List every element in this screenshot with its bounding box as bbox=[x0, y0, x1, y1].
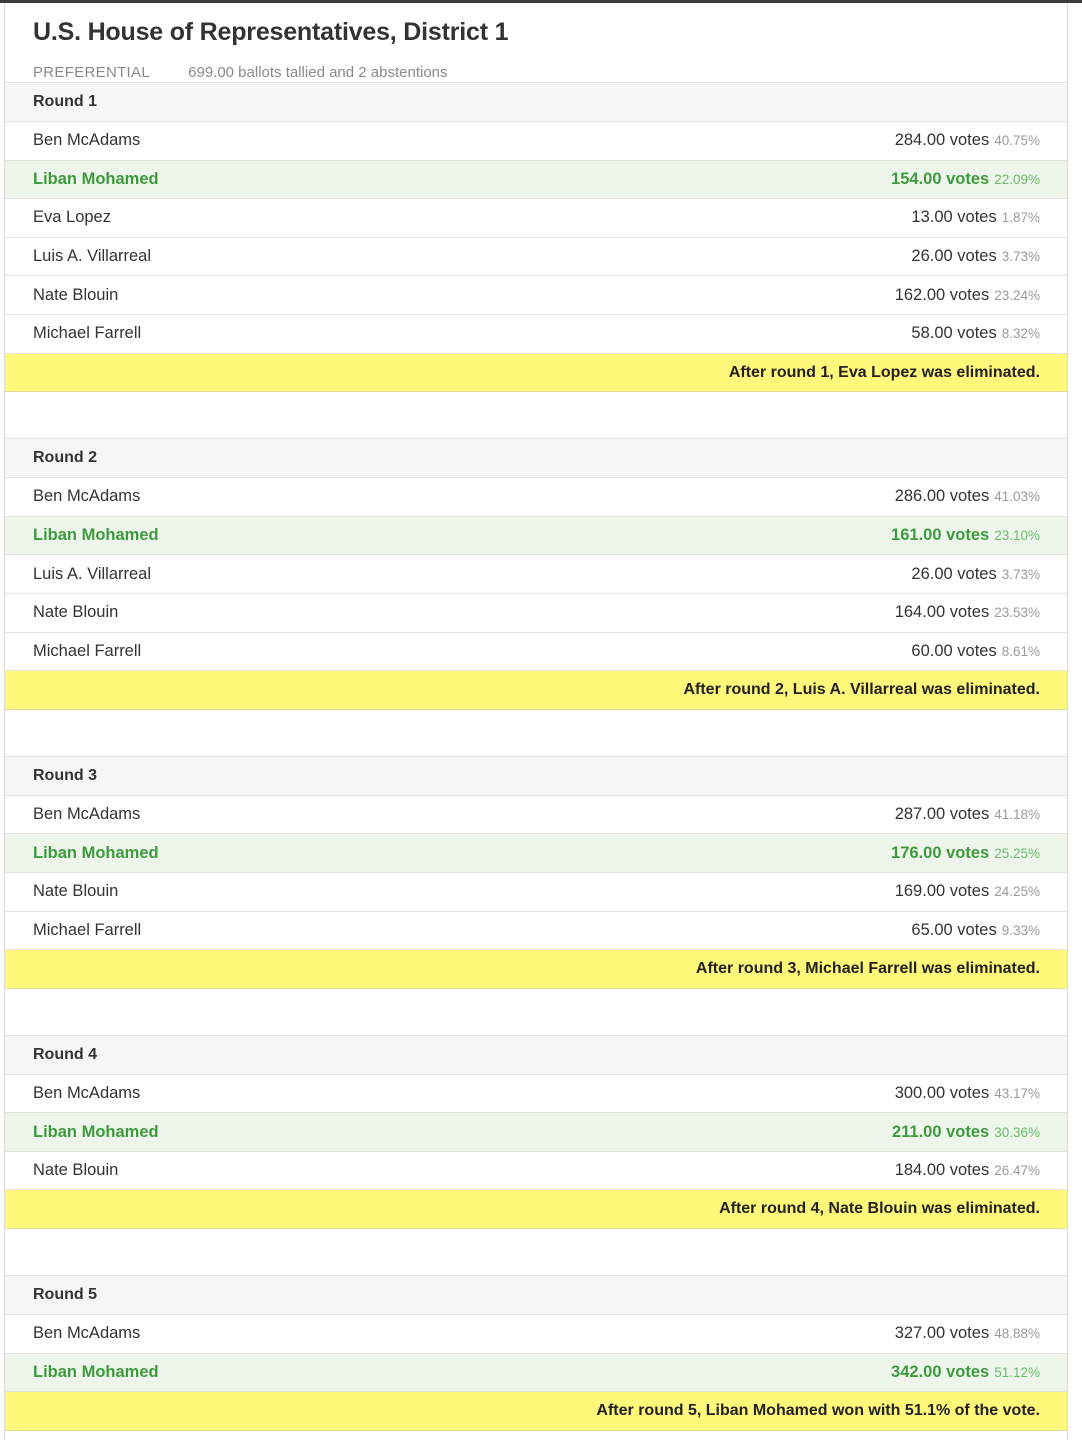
round-divider bbox=[5, 989, 1067, 1036]
vote-count: 300.00 votes bbox=[894, 1083, 990, 1102]
candidate-row bbox=[5, 1152, 1067, 1191]
vote-result bbox=[911, 921, 1040, 940]
vote-percentage: 3.73% bbox=[1001, 566, 1040, 582]
candidate-row-highlighted bbox=[5, 161, 1067, 200]
candidate-name: Ben McAdams bbox=[33, 805, 141, 824]
round-outcome-note: After round 4, Nate Blouin was eliminated. bbox=[5, 1190, 1067, 1229]
round-outcome-note: After round 5, Liban Mohamed won with 51.1% of the vote. bbox=[5, 1392, 1067, 1431]
vote-result bbox=[895, 1161, 1040, 1180]
round-header: Round 4 bbox=[5, 1036, 1067, 1075]
candidate-name: Nate Blouin bbox=[33, 1161, 119, 1180]
candidate-row bbox=[5, 1075, 1067, 1114]
vote-percentage: 24.25% bbox=[994, 884, 1040, 900]
vote-count: 154.00 votes bbox=[891, 169, 990, 188]
candidate-row bbox=[5, 478, 1067, 517]
round-section bbox=[5, 757, 1067, 1036]
vote-count: 26.00 votes bbox=[911, 247, 997, 266]
vote-result bbox=[895, 603, 1040, 622]
candidate-row bbox=[5, 873, 1067, 912]
vote-percentage: 1.87% bbox=[1001, 210, 1040, 226]
vote-count: 211.00 votes bbox=[891, 1122, 990, 1141]
candidate-row bbox=[5, 594, 1067, 633]
vote-percentage: 41.18% bbox=[994, 807, 1040, 823]
candidate-name: Liban Mohamed bbox=[33, 526, 159, 545]
candidate-row bbox=[5, 199, 1067, 238]
candidate-name: Ben McAdams bbox=[33, 1083, 141, 1102]
candidate-name: Nate Blouin bbox=[33, 882, 119, 901]
vote-result bbox=[895, 805, 1040, 824]
candidate-name: Nate Blouin bbox=[33, 603, 119, 622]
round-section bbox=[5, 1036, 1067, 1276]
vote-result bbox=[895, 1084, 1040, 1103]
candidate-row bbox=[5, 315, 1067, 354]
vote-result bbox=[892, 1123, 1040, 1142]
ballot-tally: 699.00 ballots tallied and 2 abstentions bbox=[188, 64, 448, 81]
vote-percentage: 3.73% bbox=[1001, 249, 1040, 265]
rounds-container bbox=[5, 83, 1067, 1431]
candidate-row-highlighted bbox=[5, 1113, 1067, 1152]
vote-percentage: 48.88% bbox=[994, 1326, 1040, 1342]
vote-result bbox=[891, 170, 1040, 189]
vote-result bbox=[891, 844, 1040, 863]
vote-result bbox=[911, 565, 1040, 584]
vote-count: 161.00 votes bbox=[891, 526, 990, 545]
vote-result bbox=[891, 1363, 1040, 1382]
vote-count: 65.00 votes bbox=[911, 920, 997, 939]
vote-count: 287.00 votes bbox=[894, 805, 990, 824]
vote-percentage: 40.75% bbox=[994, 133, 1040, 149]
vote-result bbox=[891, 526, 1040, 545]
vote-percentage: 23.24% bbox=[994, 287, 1040, 303]
candidate-name: Liban Mohamed bbox=[33, 1122, 159, 1141]
candidate-row bbox=[5, 276, 1067, 315]
vote-percentage: 26.47% bbox=[994, 1163, 1040, 1179]
vote-count: 286.00 votes bbox=[894, 487, 990, 506]
vote-result bbox=[895, 882, 1040, 901]
vote-result bbox=[911, 642, 1040, 661]
round-section bbox=[5, 83, 1067, 439]
candidate-name: Ben McAdams bbox=[33, 1324, 141, 1343]
vote-count: 60.00 votes bbox=[911, 641, 997, 660]
candidate-name: Liban Mohamed bbox=[33, 169, 159, 188]
candidate-name: Michael Farrell bbox=[33, 920, 142, 939]
vote-count: 26.00 votes bbox=[911, 564, 997, 583]
candidate-name: Michael Farrell bbox=[33, 324, 142, 343]
vote-count: 327.00 votes bbox=[894, 1324, 990, 1343]
candidate-row bbox=[5, 555, 1067, 594]
race-title: U.S. House of Representatives, District 1 bbox=[33, 18, 509, 46]
candidate-row bbox=[5, 238, 1067, 277]
vote-result bbox=[895, 286, 1040, 305]
vote-result bbox=[895, 1324, 1040, 1343]
round-divider bbox=[5, 392, 1067, 439]
vote-result bbox=[911, 324, 1040, 343]
vote-percentage: 25.25% bbox=[994, 845, 1040, 861]
vote-result bbox=[895, 131, 1040, 150]
candidate-name: Ben McAdams bbox=[33, 487, 141, 506]
voting-method-label: PREFERENTIAL bbox=[33, 64, 150, 81]
vote-percentage: 51.12% bbox=[994, 1364, 1040, 1380]
round-section bbox=[5, 439, 1067, 757]
candidate-name: Ben McAdams bbox=[33, 131, 141, 150]
vote-percentage: 43.17% bbox=[994, 1085, 1040, 1101]
candidate-row bbox=[5, 796, 1067, 835]
round-outcome-note: After round 2, Luis A. Villarreal was eliminated. bbox=[5, 671, 1067, 710]
vote-result bbox=[911, 247, 1040, 266]
round-header: Round 1 bbox=[5, 83, 1067, 122]
vote-percentage: 23.53% bbox=[994, 605, 1040, 621]
vote-percentage: 22.09% bbox=[994, 171, 1040, 187]
round-section bbox=[5, 1276, 1067, 1431]
candidate-row-highlighted bbox=[5, 517, 1067, 556]
vote-count: 162.00 votes bbox=[894, 285, 990, 304]
vote-count: 169.00 votes bbox=[894, 882, 990, 901]
candidate-name: Luis A. Villarreal bbox=[33, 564, 152, 583]
candidate-name: Michael Farrell bbox=[33, 641, 142, 660]
race-header bbox=[5, 3, 1067, 83]
candidate-row bbox=[5, 912, 1067, 951]
round-divider bbox=[5, 710, 1067, 757]
candidate-name: Eva Lopez bbox=[33, 208, 111, 227]
round-header: Round 2 bbox=[5, 439, 1067, 478]
vote-result bbox=[895, 487, 1040, 506]
vote-percentage: 8.32% bbox=[1001, 326, 1040, 342]
round-header: Round 5 bbox=[5, 1276, 1067, 1315]
vote-count: 342.00 votes bbox=[891, 1362, 990, 1381]
vote-count: 184.00 votes bbox=[894, 1161, 990, 1180]
candidate-row bbox=[5, 633, 1067, 672]
vote-percentage: 41.03% bbox=[994, 489, 1040, 505]
results-panel bbox=[4, 3, 1068, 1440]
vote-percentage: 23.10% bbox=[994, 528, 1040, 544]
candidate-row-highlighted bbox=[5, 1354, 1067, 1393]
candidate-name: Liban Mohamed bbox=[33, 1362, 159, 1381]
round-divider bbox=[5, 1229, 1067, 1276]
race-subtitle bbox=[33, 64, 1067, 81]
vote-count: 58.00 votes bbox=[911, 324, 997, 343]
vote-count: 164.00 votes bbox=[894, 603, 990, 622]
candidate-name: Liban Mohamed bbox=[33, 843, 159, 862]
vote-percentage: 9.33% bbox=[1001, 922, 1040, 938]
candidate-row-highlighted bbox=[5, 834, 1067, 873]
vote-count: 13.00 votes bbox=[911, 208, 997, 227]
round-outcome-note: After round 3, Michael Farrell was eliminated. bbox=[5, 950, 1067, 989]
round-outcome-note: After round 1, Eva Lopez was eliminated. bbox=[5, 354, 1067, 393]
round-header: Round 3 bbox=[5, 757, 1067, 796]
vote-count: 176.00 votes bbox=[891, 843, 990, 862]
vote-percentage: 30.36% bbox=[994, 1124, 1040, 1140]
candidate-row bbox=[5, 1315, 1067, 1354]
candidate-row bbox=[5, 122, 1067, 161]
vote-percentage: 8.61% bbox=[1001, 643, 1040, 659]
vote-result bbox=[911, 208, 1040, 227]
candidate-name: Luis A. Villarreal bbox=[33, 247, 152, 266]
candidate-name: Nate Blouin bbox=[33, 285, 119, 304]
vote-count: 284.00 votes bbox=[894, 131, 990, 150]
